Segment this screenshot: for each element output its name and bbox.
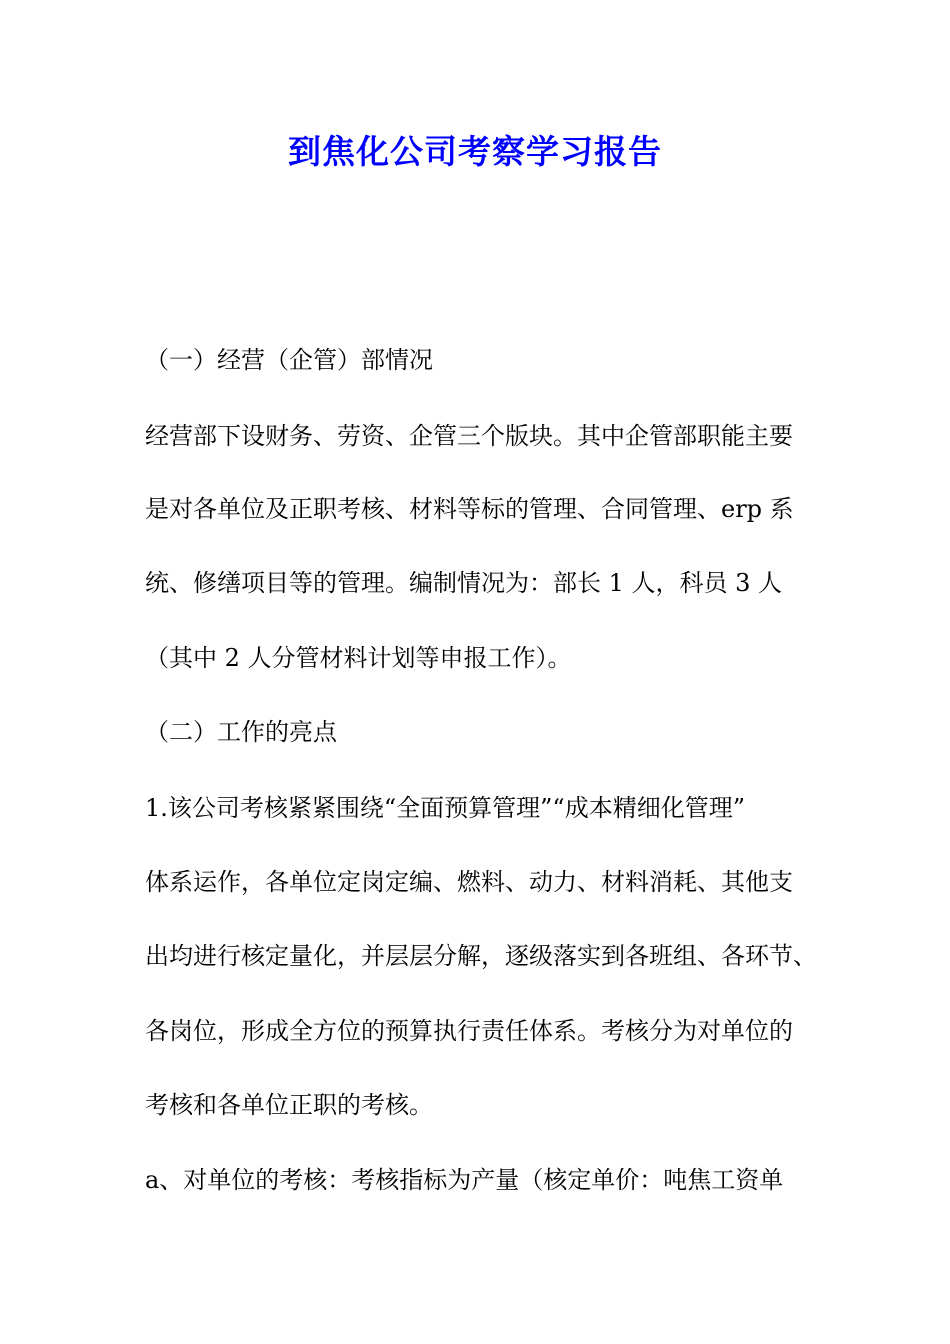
paragraph-line: 经营部下设财务、劳资、企管三个版块。其中企管部职能主要 — [145, 422, 793, 450]
paragraph-line: （其中 2 人分管材料计划等申报工作）。 — [145, 644, 572, 672]
paragraph-line: 各岗位，形成全方位的预算执行责任体系。考核分为对单位的 — [145, 1017, 793, 1045]
section-heading-1: （一）经营（企管）部情况 — [145, 346, 433, 374]
paragraph-line: 考核和各单位正职的考核。 — [145, 1091, 433, 1119]
paragraph-line: 出均进行核定量化，并层层分解，逐级落实到各班组、各环节、 — [145, 942, 817, 970]
document-title: 到焦化公司考察学习报告 — [288, 132, 662, 171]
paragraph-line: 是对各单位及正职考核、材料等标的管理、合同管理、erp 系 — [145, 495, 794, 523]
paragraph-line: a、对单位的考核：考核指标为产量（核定单价：吨焦工资单 — [145, 1166, 784, 1194]
paragraph-line: 1.该公司考核紧紧围绕“全面预算管理”“成本精细化管理” — [145, 794, 745, 822]
paragraph-line: 统、修缮项目等的管理。编制情况为：部长 1 人，科员 3 人 — [145, 569, 783, 597]
section-heading-2: （二）工作的亮点 — [145, 718, 337, 746]
paragraph-line: 体系运作，各单位定岗定编、燃料、动力、材料消耗、其他支 — [145, 868, 793, 896]
